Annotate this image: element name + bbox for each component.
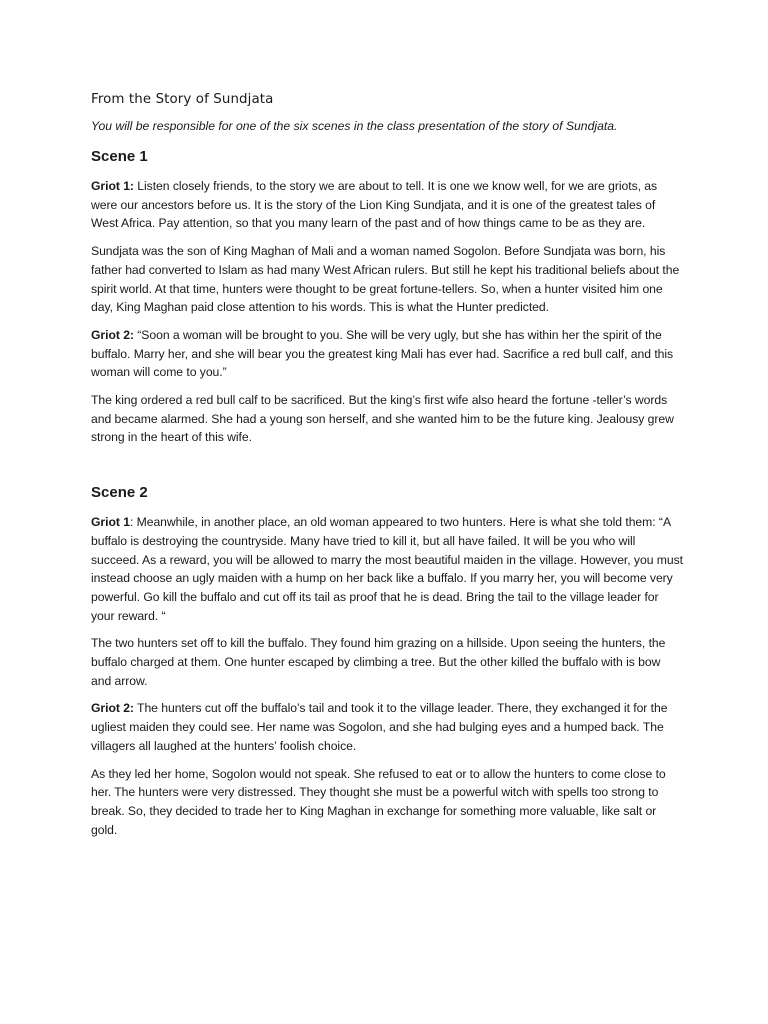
document-subtitle: You will be responsible for one of the six scenes in the class presentation of the story of Sundjata. bbox=[91, 119, 618, 133]
speaker-label: Griot 1: bbox=[91, 179, 134, 193]
speaker-label: Griot 1 bbox=[91, 515, 130, 530]
paragraph bbox=[91, 513, 683, 625]
scene-heading: Scene 2 bbox=[91, 484, 148, 502]
paragraph-text: The king ordered a red bull calf to be sacrificed. But the king’s first wife also heard the fortune -teller’s words and became alarmed. She had a young son herself, and she wanted him to be the future king. Jealousy grew strong in the heart of this wife. bbox=[91, 393, 674, 445]
paragraph-text: The two hunters set off to kill the buffalo. They found him grazing on a hillside. Upon seeing the hunters, the buffalo charged at them. One hunter escaped by climbing a tree. But the other killed the buffalo with is bow and arrow. bbox=[91, 636, 666, 688]
scene-1 bbox=[91, 147, 683, 447]
paragraph bbox=[91, 177, 683, 233]
paragraph bbox=[91, 326, 683, 382]
document-page bbox=[91, 91, 683, 848]
paragraph-text: As they led her home, Sogolon would not speak. She refused to eat or to allow the hunters to come close to her. The hunters were very distressed. They thought she must be a powerful witch with spells too strong to break. So, they decided to trade her to King Maghan in exchange for something more valuable, like salt or gold. bbox=[91, 766, 666, 837]
paragraph bbox=[91, 765, 683, 840]
scene-2 bbox=[91, 483, 683, 839]
paragraph-text: : Meanwhile, in another place, an old woman appeared to two hunters. Here is what she told them: “A buffalo is destroying the countryside. Many have tried to kill it, but all have failed. It will be you who will succeed. As a reward, you will be allowed to marry the most beautiful maiden in the village. However, you must instead choose an ugly maiden with a hump on her back like a buffalo. If you marry her, you will become very powerful. Go kill the buffalo and cut off its tail as proof that he is dead. Bring the tail to the village leader for your reward. “ bbox=[91, 515, 683, 623]
paragraph bbox=[91, 634, 683, 690]
paragraph-text: Sundjata was the son of King Maghan of Mali and a woman named Sogolon. Before Sundjata was born, his father had converted to Islam as had many West African rulers. But still he kept his traditional beliefs about the spirit world. At that time, hunters were thought to be great fortune-tellers. So, when a hunter visited him one day, King Maghan paid close attention to his words. This is what the Hunter predicted. bbox=[91, 244, 680, 315]
paragraph bbox=[91, 391, 683, 447]
paragraph-text: Listen closely friends, to the story we are about to tell. It is one we know well, for we are griots, as were our ancestors before us. It is the story of the Lion King Sundjata, and it is one of the greatest tales of West Africa. Pay attention, so that you many learn of the past and of how things came to be as they are. bbox=[91, 179, 658, 231]
speaker-label: Griot 2: bbox=[91, 327, 134, 342]
paragraph bbox=[91, 242, 683, 317]
paragraph-text: “Soon a woman will be brought to you. She will be very ugly, but she has within her the spirit of the buffalo. Marry her, and she will bear you the greatest king Mali has ever had. Sacrifice a red bull calf, and this woman will come to you.” bbox=[91, 327, 674, 380]
speaker-label: Griot 2: bbox=[91, 701, 134, 716]
paragraph-text: The hunters cut off the buffalo’s tail and took it to the village leader. There, they exchanged it for the ugliest maiden they could see. Her name was Sogolon, and she had bulging eyes and a humped back. The villagers all laughed at the hunters’ foolish choice. bbox=[91, 701, 668, 753]
document-title: From the Story of Sundjata bbox=[91, 92, 274, 107]
scene-heading: Scene 1 bbox=[91, 148, 148, 165]
paragraph bbox=[91, 699, 683, 755]
